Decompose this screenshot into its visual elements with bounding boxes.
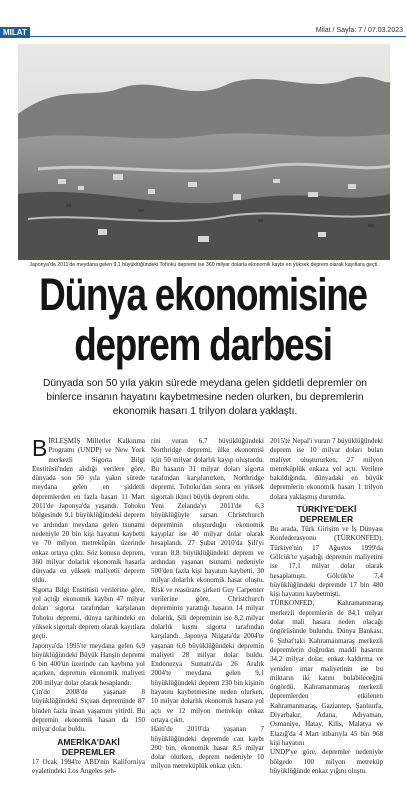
article-paragraph: Sigorta Bilgi Enstitüsü verilerine göre, yol açtığı ekonomik kaybın 47 milyar doları sigorta tarafından karşılanan Tohoku depremi, dünya tarihindeki en yüksek sigortalı deprem olarak kayıtlara geçti.: [32, 585, 145, 641]
headline-line-2: deprem darbesi: [74, 319, 332, 370]
article-paragraph: Haiti'de 2010'da yaşanan 7 büyüklüğündeki depremde can kaybı 200 bin, ekonomik hasar 8,5 milyar dolar olurken, deprem nedeniyle 10 milyon metreküplük enkaz çıktı.: [151, 725, 264, 771]
article-paragraph: TÜRKONFED, Kahramanmaraş merkezli depremlerin de 84,1 milyar dolar mali hasara neden olacağı öngörüsünde bulundu. Dünya Bankası, 6 Şubat'taki Kahramanmaraş merkezli depremlerin doğrudan maddi hasarını 34,2 milyar dolar, enkaz kaldırma ve yeniden imar maliyetinin ise bu miktarın iki katını bulabileceğini öngördü. Kahramanmaraş merkezli depremlerden etkilenen Kahramanmaraş, Gaziantep, Şanlıurfa, Diyarbakır, Adana, Adıyaman, Osmaniye, Hatay, Kilis, Malatya ve Elazığ'da 4 Mart itibarıyla 45 bin 968 kişi hayatını: [270, 599, 383, 747]
page-header: [0, 0, 406, 40]
headline-line-1: Dünya ekonomisine: [39, 269, 367, 320]
article-paragraph: Çin'de 2008'de yaşanan 8 büyüklüğündeki Siçuan depreminde 87 binden fazla insan yaşamını yitirdi. Bu depremin ekonomik hasarı da 150 milyar dolar buldu.: [32, 688, 145, 734]
article-paragraph: BİRLEŞMİŞ Milletler Kalkınma Programı (UNDP) ve New York merkezli Sigorta Bilgi Enstitüsü'nden alıdığı verilere göre, dünyada son 50 yıla yakın sürede meydana gelen en şiddetli depremlerden en fazla hasarı 11 Mart 2011'de Japonya'da yaşandı. Tohoku bölgesinde 9,1 büyüklüğündeki deprem ve ardından meydana gelen tsunami nedeniyle 20 bin kişi hayatını kaybetti ve 70 milyon metreküpün üzerinde enkaz ortaya çıktı. Söz konusu deprem, 360 milyar dolarlık ekonomik hasarla dünyada en yüksek maliyetli deprem oldu.: [32, 435, 145, 585]
article-column-2: [151, 437, 264, 772]
article-paragraph: Bu arada, Türk Girişim ve İş Dünyası Konfederasyonu (TÜRKONFED), Türkiye'nin 17 Ağustos 1999'da Gölcük'te yaşadığı depremin maliyetini ise 17,1 milyar dolar olarak hesaplamıştı. Gölcük'te 7,4 büyüklüğündeki depremde 17 bin 480 kişi hayatını kaybetmişti.: [270, 525, 383, 599]
article-lead: Dünyada son 50 yıla yakın sürede meydana gelen şiddetli depremler on binlerce insanın hayatını kaybetmesine neden olurken, bu depremlerin ekonomik hasarı 1 trilyon dolara yaklaştı.: [43, 378, 367, 417]
section-heading-america: AMERİKA'DAKİ DEPREMLER: [57, 736, 120, 757]
article-paragraph: rini vuran 6,7 büyüklüğündeki Northridge depremi, ülke ekonomisi için 50 milyar dolarlık kayıp oluşturdu. Bu hasarın 31 milyar doları sigorta tarafından karşılanırken, Northridge depremi, Tohoku'dan sonra en yüksek sigortalı ikinci büyük deprem oldu.: [151, 437, 264, 501]
drop-cap: B: [32, 435, 48, 461]
article-headline: [37, 270, 370, 370]
article-paragraph: 17 Ocak 1994'te ABD'nin Kaliforniya eyaletindeki Los Angeles şeh-: [32, 757, 145, 775]
article-body: [32, 437, 382, 797]
header-rule: [30, 36, 406, 37]
article-paragraph: Japonya'da 1995'te meydana gelen 6,9 büyüklüğündeki Büyük Hanşin depremi 6 bin 400'ün üzerinde can kaybına yol açarken, depremin ekonomik maliyeti 200 milyar dolar olarak hesaplandı.: [32, 641, 145, 687]
article-column-1: [32, 437, 145, 776]
article-paragraph: Yeni Zelanda'yı 2011'de 6,3 büyüklüğüyle sarsan Christchurch depreminin oluşturduğu ekonomik kayıplar ise 40 milyar dolar olarak hesaplandı. 27 Şubat 2010'da Şili'yi vuran 8,8 büyüklüğündeki deprem ve ardından yaşanan tsunami nedeniyle 500'den fazla kişi hayatını kaybetti, 30 milyar dolarlık ekonomik hasar oluştu. Risk ve reasürans şirketi Guy Carpenter verilerine göre, Christchurch depreminin yarattığı hasarın 14 milyar dolarlık, Şili depreminin ise 8,2 milyar dolarlık kısmı sigorta tarafından karşılandı. Japonya Niigata'da 2004'te yaşanan 6,6 büyüklüğündeki depremin maliyeti 28 milyar dolar buldu. Endonezya Sumatra'da 26 Aralık 2004'te meydana gelen 9,1 büyüklüğündeki deprem 230 bin kişinin hayatını kaybetmesine neden olurken, 10 milyar dolarlık ekonomik hasara yol açtı ve 12 milyon metreküp enkaz ortaya çıktı.: [151, 502, 264, 724]
photo-caption: Japonya'da 2011'de meydana gelen 9,1 büyüklüğündeki Tohoku depremi ise 360 milyar dolarla ekonomik kaybı en yüksek deprem olarak kayıtlara geçti.: [29, 262, 379, 268]
article-paragraph: UNDP'ye göre, depremler nedeniyle bölgede 100 milyon metreküp büyüklüğünde enkaz yığını oluştu.: [270, 748, 383, 775]
section-heading-turkey: TÜRKİYE'DEKİ DEPREMLER: [296, 504, 357, 525]
article-column-3: [270, 437, 383, 776]
page-info: Milat / Sayfa: 7 / 07.03.2023: [315, 27, 403, 34]
newspaper-logo: MILAT: [0, 27, 30, 38]
earthquake-aerial-photo: [18, 44, 390, 260]
article-paragraph: 2015'te Nepal'i vuran 7 büyüklüğündeki deprem ise 10 milyar doları bulan maliyet oluştururken, 27 milyon metreküplük enkaza yol açtı. Verilere bakıldığında, dünyadaki en büyük depremlerin ekonomik hasarı 1 trilyon dolara yaklaşmış durumda.: [270, 437, 383, 501]
